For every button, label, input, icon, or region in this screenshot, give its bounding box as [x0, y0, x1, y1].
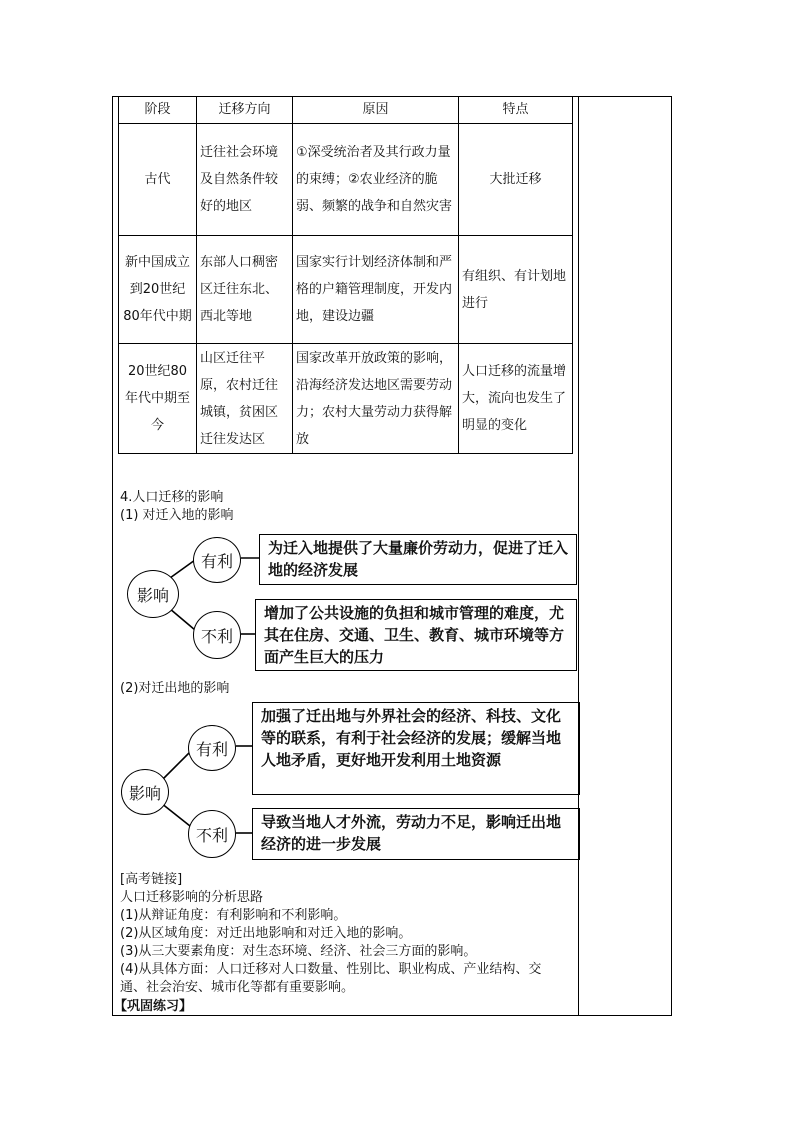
positive-impact-box: 为迁入地提供了大量廉价劳动力，促进了迁入地的经济发展 [259, 534, 577, 585]
cell-direction: 迁往社会环境及自然条件较好的地区 [197, 124, 293, 236]
header-feature: 特点 [459, 97, 573, 124]
subsection-out: (2)对迁出地的影响 [120, 681, 230, 696]
positive-node: 有利 [188, 725, 236, 771]
negative-impact-box: 增加了公共设施的负担和城市管理的难度，尤其在住房、交通、卫生、教育、城市环境等方面产生巨大的压力 [255, 599, 577, 671]
gaokao-item: (4)从具体方面：人口迁移对人口数量、性别比、职业构成、产业结构、交 [120, 962, 542, 977]
gaokao-item: (2)从区域角度：对迁出地影响和对迁入地的影响。 [120, 926, 412, 941]
cell-feature: 有组织、有计划地进行 [459, 236, 573, 344]
cell-reason: 国家实行计划经济体制和严格的户籍管理制度，开发内地，建设边疆 [293, 236, 459, 344]
gaokao-item: (3)从三大要素角度：对生态环境、经济、社会三方面的影响。 [120, 944, 477, 959]
negative-node: 不利 [188, 810, 236, 858]
subsection-in: (1) 对迁入地的影响 [120, 508, 234, 523]
cell-reason: ①深受统治者及其行政力量的束缚；②农业经济的脆弱、频繁的战争和自然灾害 [293, 124, 459, 236]
cell-stage: 20世纪80年代中期至今 [119, 344, 197, 454]
cell-feature: 大批迁移 [459, 124, 573, 236]
gaokao-item: (1)从辩证角度：有利影响和不利影响。 [120, 908, 347, 923]
gaokao-title: 人口迁移影响的分析思路 [120, 890, 264, 905]
header-reason: 原因 [293, 97, 459, 124]
cell-direction: 东部人口稠密区迁往东北、西北等地 [197, 236, 293, 344]
positive-node: 有利 [193, 537, 241, 583]
practice-heading: 【巩固练习】 [114, 999, 193, 1014]
cell-stage: 古代 [119, 124, 197, 236]
negative-node: 不利 [193, 611, 241, 659]
gaokao-tag: [高考链接] [120, 872, 183, 887]
impact-node: 影响 [127, 570, 179, 618]
section-title: 4.人口迁移的影响 [120, 490, 224, 505]
cell-reason: 国家改革开放政策的影响，沿海经济发达地区需要劳动力；农村大量劳动力获得解放 [293, 344, 459, 454]
cell-feature: 人口迁移的流量增大，流向也发生了明显的变化 [459, 344, 573, 454]
cell-direction: 山区迁往平原，农村迁往城镇，贫困区迁往发达区 [197, 344, 293, 454]
positive-impact-box: 加强了迁出地与外界社会的经济、科技、文化等的联系，有利于社会经济的发展；缓解当地人地矛盾，更好地开发利用土地资源 [252, 702, 580, 795]
cell-stage: 新中国成立到20世纪80年代中期 [119, 236, 197, 344]
header-direction: 迁移方向 [197, 97, 293, 124]
negative-impact-box: 导致当地人才外流，劳动力不足，影响迁出地经济的进一步发展 [252, 808, 580, 860]
gaokao-item: 通、社会治安、城市化等都有重要影响。 [120, 980, 355, 995]
impact-node: 影响 [121, 769, 169, 815]
header-stage: 阶段 [119, 97, 197, 124]
